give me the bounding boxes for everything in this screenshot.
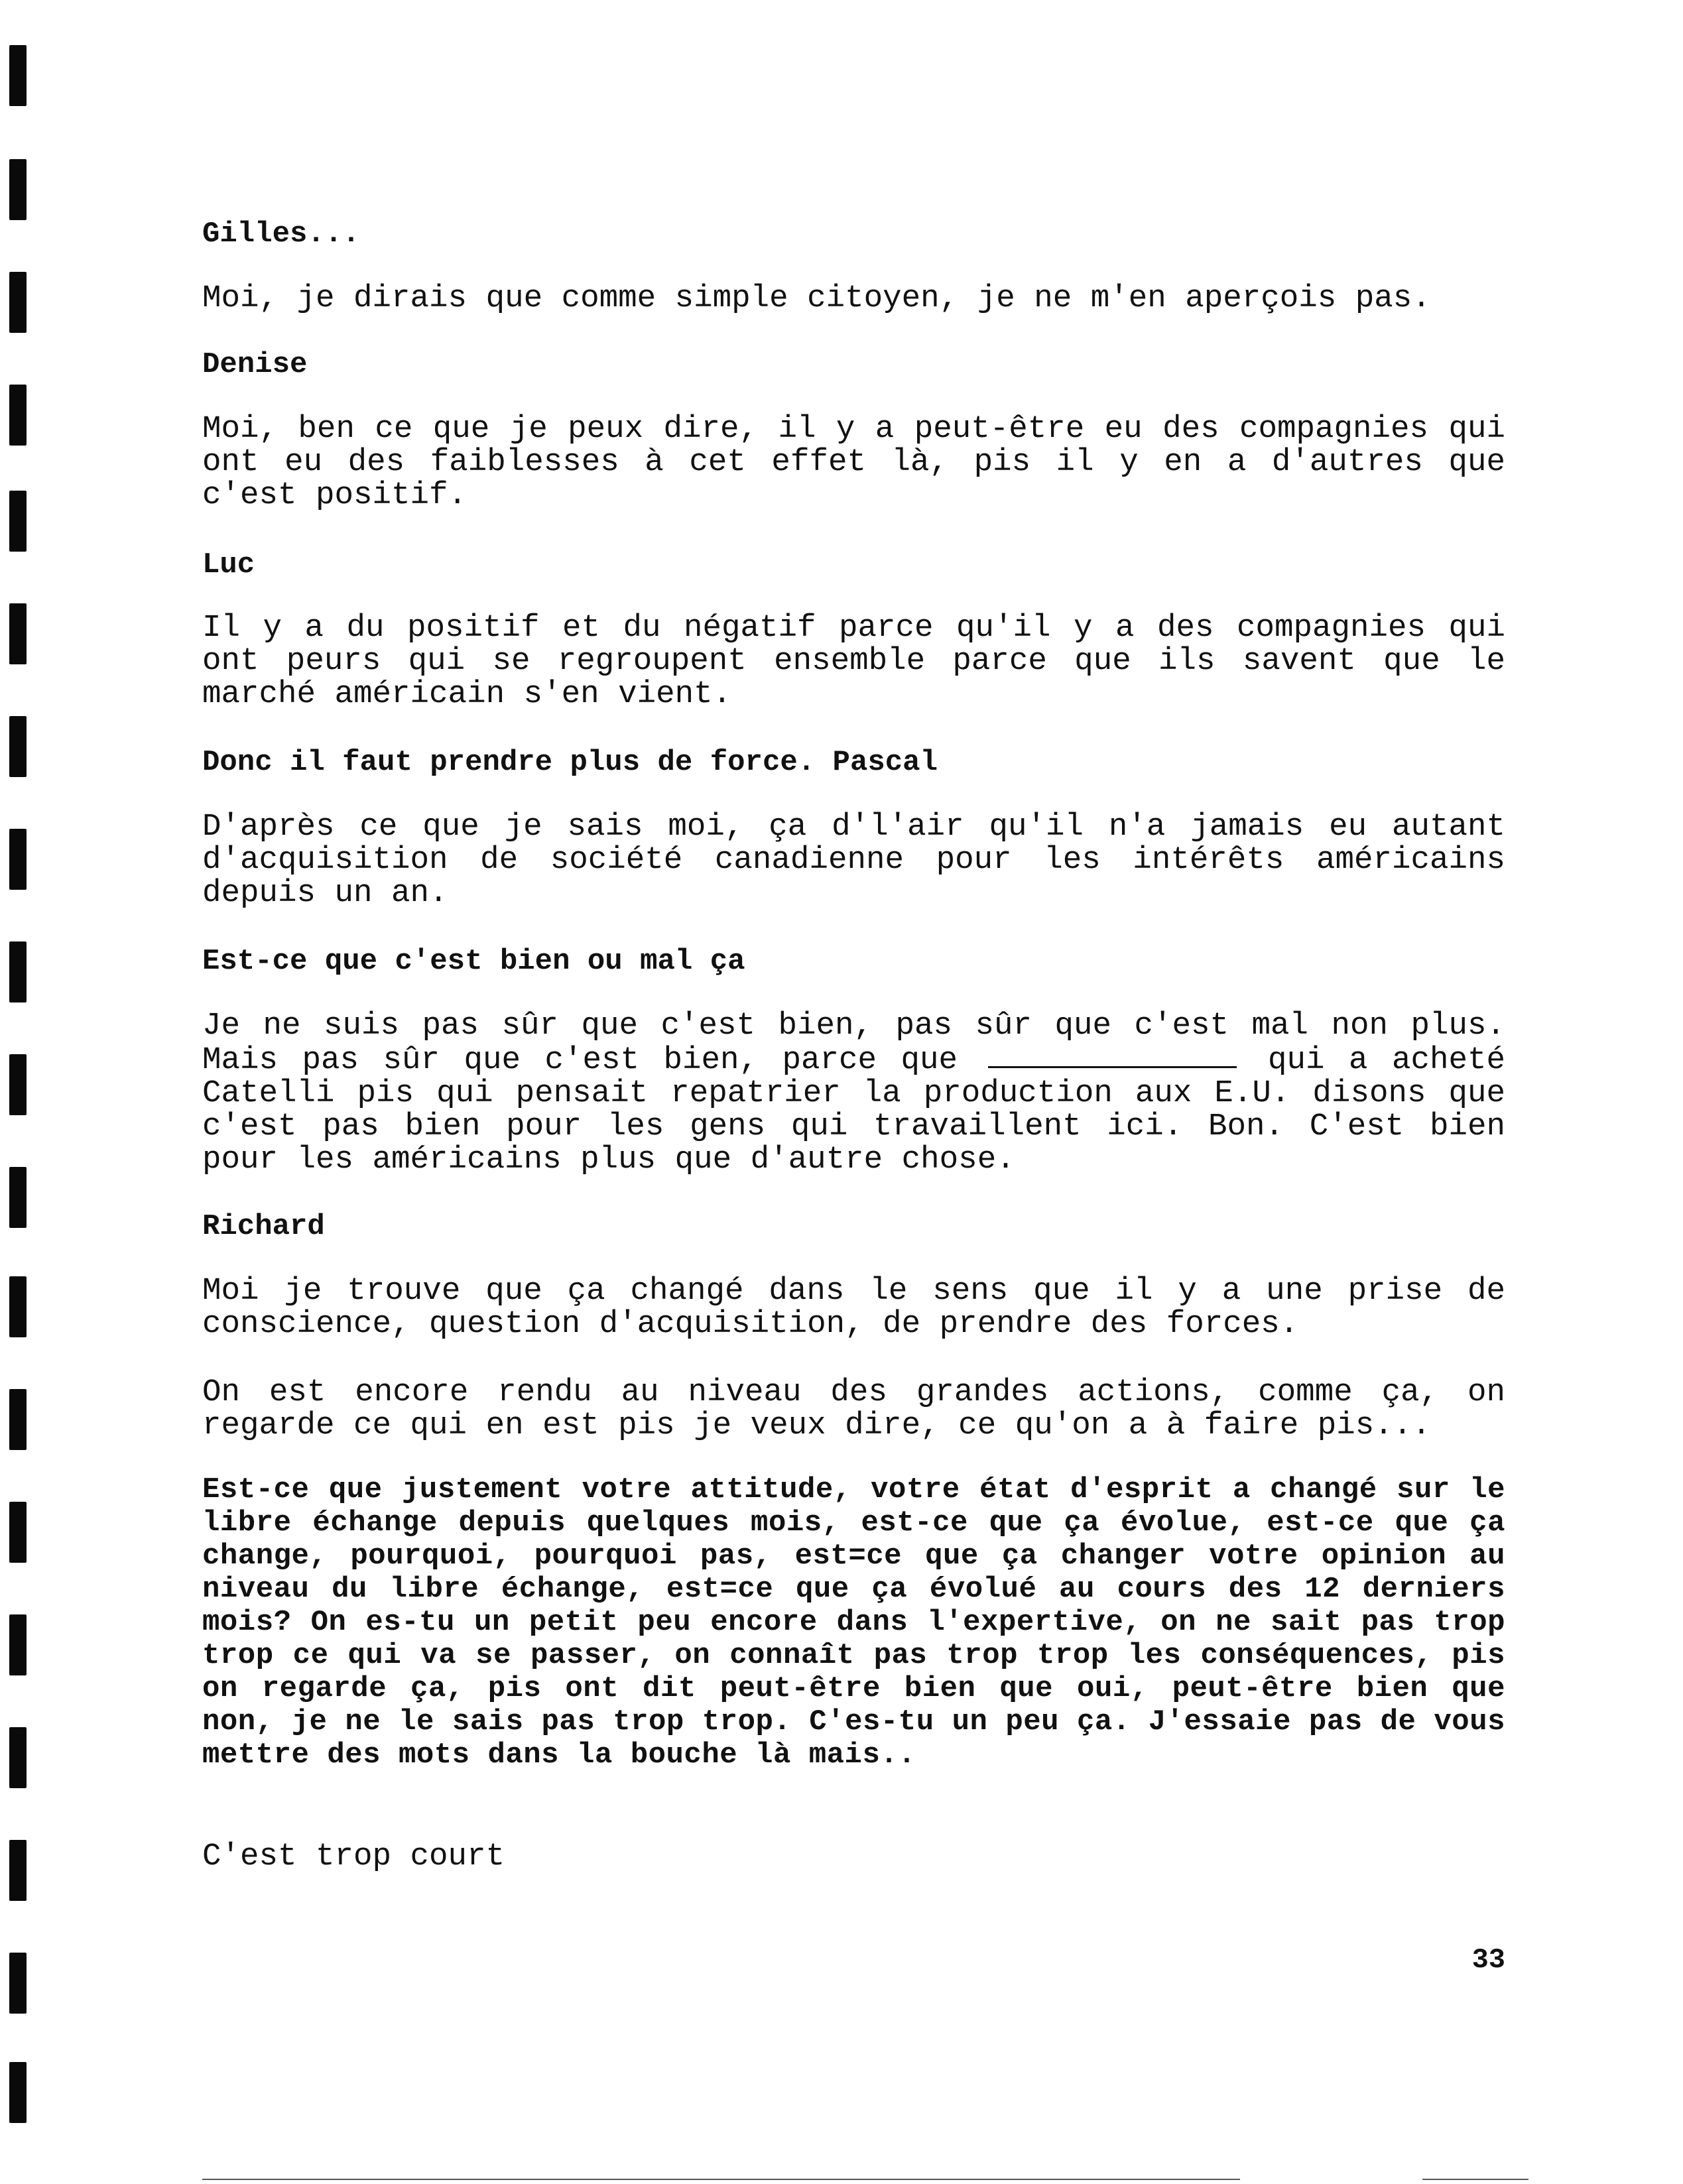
binder-mark: [9, 491, 27, 552]
binder-mark: [9, 1614, 27, 1675]
binder-mark: [9, 45, 27, 106]
transcript-paragraph: On est encore rendu au niveau des grandes actions, comme ça, on regarde ce qui en est pis je veux dire, ce qu'on a à faire pis...: [202, 1374, 1505, 1443]
transcript-paragraph: Moi, ben ce que je peux dire, il y a peut-être eu des compagnies qui ont eu des faiblesses à cet effet là, pis il y en a d'autres que c'est positif.: [202, 411, 1505, 513]
transcript-paragraph: Il y a du positif et du négatif parce qu'il y a des compagnies qui ont peurs qui se regroupent ensemble parce que ils savent que le marché américain s'en vient.: [202, 610, 1505, 712]
interviewer-question: Est-ce que justement votre attitude, votre état d'esprit a changé sur le libre échange depuis quelques mois, est-ce que ça évolue, est-ce que ça change, pourquoi, pourquoi pas, est=ce que ça changer votre opinion au niveau du libre échange, est=ce que ça évolué au cours des 12 derniers mois? On es-tu un petit peu encore dans l'expertive, on ne sait pas trop trop ce qui va se passer, on connaît pas trop trop les conséquences, pis on regarde ça, pis ont dit peut-être bien que oui, peut-être bien que non, je ne le sais pas trop trop. C'es-tu un peu ça. J'essaie pas de vous mettre des mots dans la bouche là mais..: [202, 1473, 1505, 1772]
bottom-rule: [1422, 2179, 1528, 2180]
blank-line: [988, 1042, 1237, 1068]
speaker-label: Est-ce que c'est bien ou mal ça: [202, 945, 745, 978]
binder-mark: [9, 385, 27, 446]
speaker-label: Richard: [202, 1210, 325, 1243]
binder-mark: [9, 829, 27, 890]
bottom-rule: [202, 2179, 358, 2180]
binder-mark: [9, 1502, 27, 1563]
binder-mark: [9, 1840, 27, 1901]
binder-mark: [9, 716, 27, 777]
transcript-paragraph: Moi je trouve que ça changé dans le sens que il y a une prise de conscience, question d'acquisition, de prendre des forces.: [202, 1273, 1505, 1342]
binder-mark: [9, 1953, 27, 2014]
binder-mark: [9, 1389, 27, 1450]
paragraph-text-before-blank: Je ne suis pas sûr que c'est bien, pas sûr que c'est mal non plus. Mais pas sûr que c'est bien, parce que: [202, 1008, 1505, 1078]
binder-mark: [9, 272, 27, 333]
paragraph-text-after-blank: qui a acheté Catelli pis qui pensait repatrier la production aux E.U. disons que c'est pas bien pour les gens qui travaillent ici. Bon. C'est bien pour les américains plus que d'autre chose.: [202, 1042, 1505, 1178]
speaker-label: Gilles...: [202, 217, 360, 251]
transcript-paragraph-with-blank: [202, 1009, 1505, 1176]
binder-mark: [9, 603, 27, 664]
binder-mark: [9, 1054, 27, 1115]
binder-mark: [9, 1167, 27, 1228]
speaker-label: Denise: [202, 348, 308, 381]
speaker-label: Donc il faut prendre plus de force. Pascal: [202, 746, 938, 779]
binder-mark: [9, 159, 27, 220]
transcript-paragraph: D'après ce que je sais moi, ça d'l'air qu'il n'a jamais eu autant d'acquisition de société canadienne pour les intérêts américains depuis un an.: [202, 809, 1505, 911]
page-number: 33: [1471, 1944, 1505, 1976]
transcript-paragraph: Moi, je dirais que comme simple citoyen, je ne m'en aperçois pas.: [202, 280, 1431, 316]
binder-mark: [9, 1276, 27, 1337]
binder-mark: [9, 1727, 27, 1788]
transcript-paragraph: C'est trop court: [202, 1839, 505, 1874]
binder-mark: [9, 941, 27, 1002]
bottom-rule: [358, 2179, 1240, 2180]
binder-mark: [9, 2062, 27, 2123]
speaker-label: Luc: [202, 548, 255, 581]
